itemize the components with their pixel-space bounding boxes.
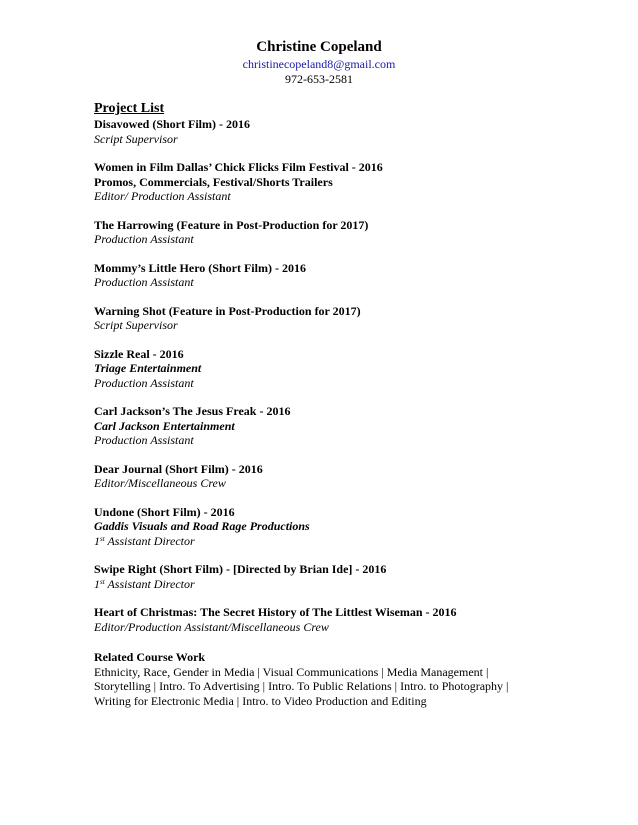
project-list-heading: Project List <box>94 101 165 116</box>
project-entry <box>94 347 544 391</box>
project-title: Sizzle Real - 2016 <box>94 346 184 361</box>
project-entry <box>94 304 544 333</box>
applicant-name: Christine Copeland <box>256 39 382 55</box>
role-ordinal-number: 1 <box>94 533 100 548</box>
coursework-section <box>94 650 544 708</box>
coursework-line: Ethnicity, Race, Gender in Media | Visual Communications | Media Management | <box>94 664 489 679</box>
project-title: The Harrowing (Feature in Post-Production for 2017) <box>94 217 369 232</box>
project-entry <box>94 261 544 290</box>
project-role <box>94 534 544 549</box>
project-entry <box>94 462 544 491</box>
project-title: Undone (Short Film) - 2016 <box>94 504 235 519</box>
project-company: Triage Entertainment <box>94 361 202 375</box>
project-title: Heart of Christmas: The Secret History of The Littlest Wiseman - 2016 <box>94 605 457 619</box>
project-entry <box>94 117 544 146</box>
project-role: Production Assistant <box>94 375 194 390</box>
project-company: Gaddis Visuals and Road Rage Productions <box>94 519 310 533</box>
role-ordinal-suffix: st <box>100 577 105 586</box>
coursework-heading: Related Course Work <box>94 650 206 664</box>
project-role <box>94 577 544 592</box>
project-entry <box>94 562 544 591</box>
project-entry <box>94 218 544 247</box>
project-entry <box>94 505 544 549</box>
project-subtitle: Promos, Commercials, Festival/Shorts Trailers <box>94 174 333 189</box>
project-entry <box>94 404 544 448</box>
phone-number: 972-653-2581 <box>285 72 353 86</box>
project-title: Disavowed (Short Film) - 2016 <box>94 117 250 131</box>
role-ordinal-suffix: st <box>100 534 105 543</box>
project-role: Editor/ Production Assistant <box>94 189 231 203</box>
project-entry <box>94 605 544 634</box>
project-title: Dear Journal (Short Film) - 2016 <box>94 461 263 476</box>
project-title: Carl Jackson’s The Jesus Freak - 2016 <box>94 404 291 418</box>
project-role: Editor/Miscellaneous Crew <box>94 476 226 490</box>
project-title: Warning Shot (Feature in Post-Production for 2017) <box>94 303 361 318</box>
role-text: Assistant Director <box>104 576 195 591</box>
project-title: Swipe Right (Short Film) - [Directed by Brian Ide] - 2016 <box>94 562 387 576</box>
project-role: Script Supervisor <box>94 318 178 332</box>
coursework-line: Writing for Electronic Media | Intro. to Video Production and Editing <box>94 693 427 708</box>
coursework-line: Storytelling | Intro. To Advertising | Intro. To Public Relations | Intro. to Photography | <box>94 679 509 693</box>
resume-body <box>94 101 544 708</box>
email-link[interactable]: christinecopeland8@gmail.com <box>242 57 396 71</box>
project-entry <box>94 160 544 204</box>
project-role: Production Assistant <box>94 232 194 246</box>
role-text: Assistant Director <box>104 533 195 548</box>
role-ordinal-number: 1 <box>94 576 100 591</box>
project-role: Script Supervisor <box>94 131 178 146</box>
project-company: Carl Jackson Entertainment <box>94 418 235 433</box>
project-title: Women in Film Dallas’ Chick Flicks Film Festival - 2016 <box>94 160 383 174</box>
project-role: Editor/Production Assistant/Miscellaneous Crew <box>94 619 329 634</box>
resume-header <box>0 38 638 87</box>
project-role: Production Assistant <box>94 275 194 289</box>
project-title: Mommy’s Little Hero (Short Film) - 2016 <box>94 260 306 275</box>
project-role: Production Assistant <box>94 433 194 447</box>
